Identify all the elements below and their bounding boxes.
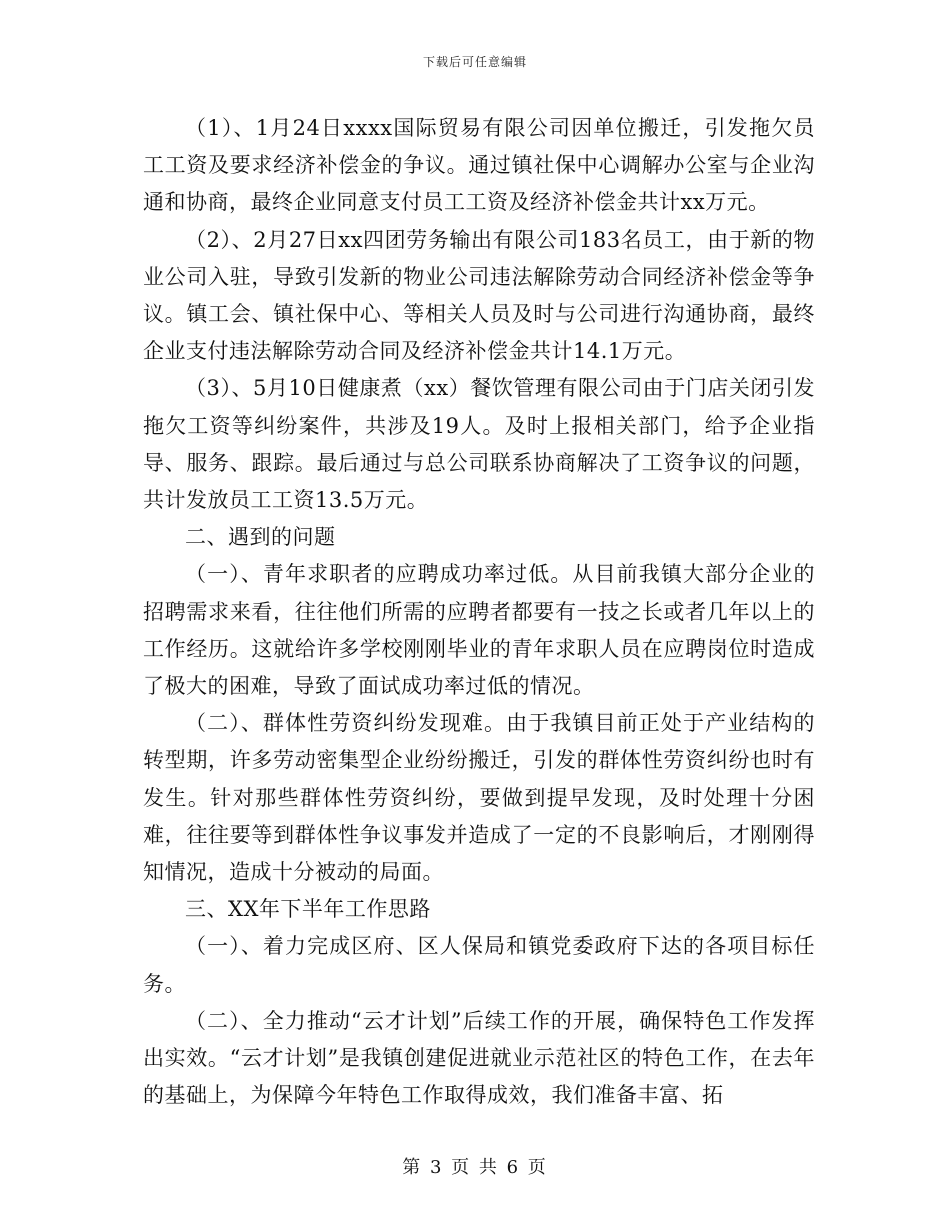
section-heading-problems: 二、遇到的问题 (185, 525, 336, 550)
section-heading-plan: 三、XX年下半年工作思路 (185, 897, 431, 922)
page-header: 下载后可任意编辑 (422, 55, 527, 69)
page-number-footer: 第 3 页 共 6 页 (402, 1157, 548, 1178)
paragraph-problem-1: （一）、青年求职者的应聘成功率过低。从目前我镇大部分企业的招聘需求来看，往往他们所需的应聘者都要有一技之长或者几年以上的工作经历。这就给许多学校刚刚毕业的青年求职人员在应聘岗位时造成了极大的困难，导致了面试成功率过低的情况。 (143, 562, 815, 699)
paragraph-case-1: （1）、1月24日xxxx国际贸易有限公司因单位搬迁，引发拖欠员工工资及要求经济补偿金的争议。通过镇社保中心调解办公室与企业沟通和协商，最终企业同意支付员工工资及经济补偿金共计xx万元。 (143, 116, 815, 215)
paragraph-case-2: （2）、2月27日xx四团劳务输出有限公司183名员工，由于新的物业公司入驻，导致引发新的物业公司违法解除劳动合同经济补偿金等争议。镇工会、镇社保中心、等相关人员及时与公司进行沟通协商，最终企业支付违法解除劳动合同及经济补偿金共计14.1万元。 (143, 227, 815, 364)
paragraph-plan-2: （二）、全力推动“云才计划”后续工作的开展，确保特色工作发挥出实效。“云才计划”是我镇创建促进就业示范社区的特色工作，在去年的基础上，为保障今年特色工作取得成效，我们准备丰富、拓 (143, 1008, 815, 1108)
paragraph-case-3: （3）、5月10日健康煮（xx）餐饮管理有限公司由于门店关闭引发拖欠工资等纠纷案件，共涉及19人。及时上报相关部门，给予企业指导、服务、跟踪。最后通过与总公司联系协商解决了工资争议的问题，共计发放员工工资13.5万元。 (143, 376, 815, 513)
paragraph-problem-2: （二）、群体性劳资纠纷发现难。由于我镇目前正处于产业结构的转型期，许多劳动密集型企业纷纷搬迁，引发的群体性劳资纠纷也时有发生。针对那些群体性劳资纠纷，要做到提早发现，及时处理十分困难，往往要等到群体性争议事发并造成了一定的不良影响后，才刚刚得知情况，造成十分被动的局面。 (143, 711, 815, 885)
document-body (143, 110, 815, 1114)
paragraph-plan-1: （一）、着力完成区府、区人保局和镇党委政府下达的各项目标任务。 (143, 934, 815, 996)
